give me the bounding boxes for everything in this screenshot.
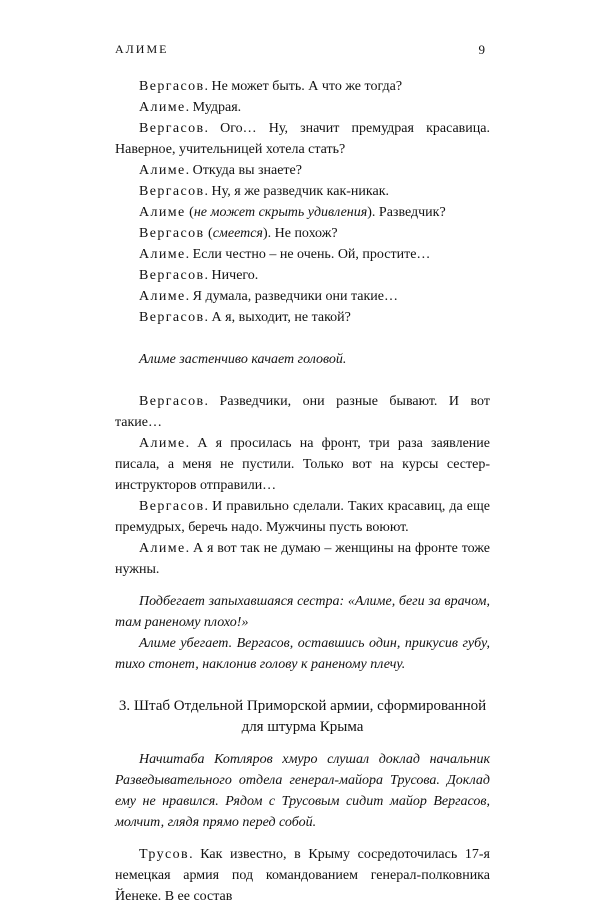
- speaker-name: Алиме: [139, 289, 186, 304]
- dialogue-line: Вергасов. И правильно сделали. Таких красавиц, да еще премудрых, беречь надо. Мужчины пусть воюют.: [115, 499, 490, 535]
- stage-direction: Алиме застенчиво качает головой.: [139, 352, 347, 367]
- page-text: [115, 76, 490, 907]
- speaker-name: Вергасов: [139, 184, 205, 199]
- stage-direction: Алиме убегает. Вергасов, оставшись один, прикусив губу, тихо стонет, наклонив голову к раненому плечу.: [115, 636, 490, 672]
- dialogue-line: Вергасов. А я, выходит, не такой?: [139, 310, 351, 325]
- speaker-name: Алиме: [139, 100, 186, 115]
- dialogue-line: Алиме. Мудрая.: [139, 100, 242, 115]
- dialogue-line: Вергасов. Ничего.: [139, 268, 259, 283]
- dialogue-line: Вергасов. Не может быть. А что же тогда?: [139, 79, 403, 94]
- speaker-name: Алиме: [139, 247, 186, 262]
- scene-heading: 3. Штаб Отдельной Приморской армии, сформированной для штурма Крыма: [118, 698, 487, 735]
- dialogue-line: Алиме. Если честно – не очень. Ой, простите…: [139, 247, 431, 262]
- speaker-name: Вергасов: [139, 226, 205, 241]
- dialogue-line: Вергасов. Ого… Ну, значит премудрая красавица. Наверное, учительницей хотела стать?: [115, 121, 490, 157]
- running-title: АЛИМЕ: [115, 42, 169, 56]
- stage-direction: Подбегает запыхавшаяся сестра: «Алиме, беги за врачом, там раненому плохо!»: [115, 594, 490, 630]
- dialogue-line: Алиме. Я думала, разведчики они такие…: [139, 289, 398, 304]
- speaker-name: Вергасов: [139, 79, 205, 94]
- dialogue-line: Алиме. А я просилась на фронт, три раза заявление писала, а меня не пустили. Только вот на курсы сестер-инструкторов отправили…: [115, 436, 490, 493]
- dialogue-line: Вергасов (смеется). Не похож?: [139, 226, 338, 241]
- stage-note: не может скрыть удивления: [193, 205, 368, 220]
- dialogue-line: Вергасов. Ну, я же разведчик как-никак.: [139, 184, 390, 199]
- stage-note: смеется: [212, 226, 263, 241]
- stage-direction: Начштаба Котляров хмуро слушал доклад начальник Разведывательного отдела генерал-майора Трусова. Доклад ему не нравился. Рядом с Трусовым сидит майор Вергасов, молчит, глядя прямо перед собой.: [115, 752, 490, 830]
- dialogue-line: Трусов. Как известно, в Крыму сосредоточилась 17-я немецкая армия под командованием генерал-полковника Йенеке. В ее состав: [115, 847, 490, 904]
- speaker-name: Трусов: [139, 847, 190, 862]
- page-header: [115, 42, 485, 62]
- page-number: 9: [478, 42, 485, 57]
- speaker-name: Вергасов: [139, 499, 205, 514]
- speaker-name: Алиме: [139, 163, 186, 178]
- dialogue-line: Вергасов. Разведчики, они разные бывают. И вот такие…: [115, 394, 490, 430]
- dialogue-line: Алиме. Откуда вы знаете?: [139, 163, 302, 178]
- speaker-name: Алиме: [139, 436, 186, 451]
- speaker-name: Вергасов: [139, 121, 205, 136]
- dialogue-line: Алиме. А я вот так не думаю – женщины на фронте тоже нужны.: [115, 541, 490, 577]
- dialogue-line: Алиме (не может скрыть удивления). Разведчик?: [139, 205, 446, 220]
- speaker-name: Вергасов: [139, 310, 205, 325]
- speaker-name: Вергасов: [139, 268, 205, 283]
- speaker-name: Алиме: [139, 541, 186, 556]
- speaker-name: Алиме: [139, 205, 186, 220]
- speaker-name: Вергасов: [139, 394, 205, 409]
